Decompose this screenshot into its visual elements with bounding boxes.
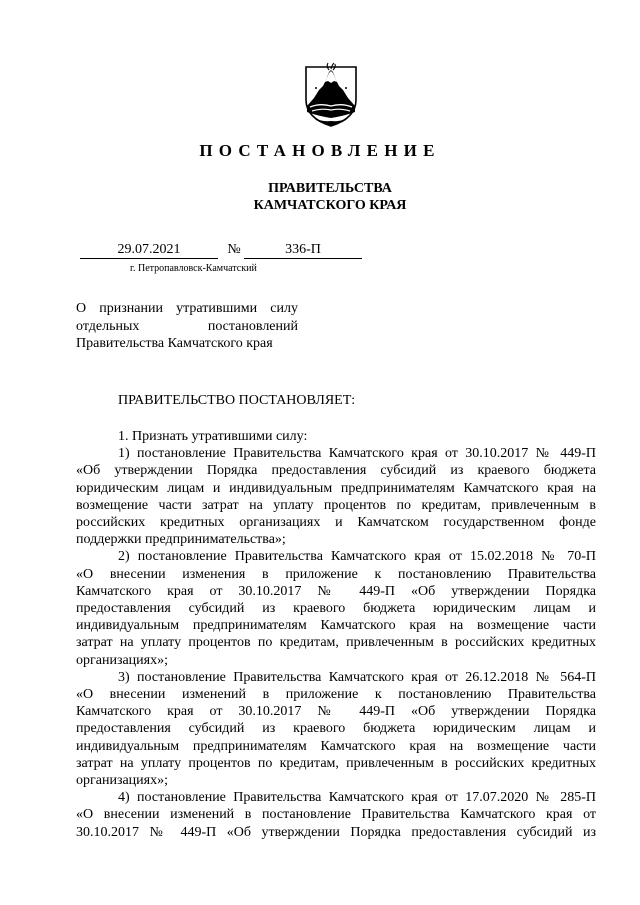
item-3 [76, 669, 596, 789]
item-1 [76, 445, 596, 548]
item-3-line: Камчатского края от 30.10.2017 № 449-П «Об утверждении Порядка [76, 704, 596, 720]
item-2-line: 2) постановление Правительства Камчатского края от 15.02.2018 № 70-П [118, 549, 596, 565]
subject-line-2: отдельных постановлений [76, 318, 298, 334]
issuing-authority [0, 180, 640, 214]
item-2-line: индивидуальным предпринимателям Камчатского края на возмещение части [76, 618, 596, 634]
preamble: ПРАВИТЕЛЬСТВО ПОСТАНОВЛЯЕТ: [118, 393, 356, 408]
item-3-line: 3) постановление Правительства Камчатского края от 26.12.2018 № 564-П [118, 669, 596, 685]
item-1-line: 1) постановление Правительства Камчатского края от 30.10.2017 № 449-П [118, 446, 596, 462]
subject-line-3: Правительства Камчатского края [76, 336, 273, 351]
item-4-line: «О внесении изменений в постановление Правительства Камчатского края от [76, 807, 596, 823]
item-2-line: «О внесении изменения в приложение к постановлению Правительства [76, 566, 596, 582]
item-2 [76, 548, 596, 668]
issuing-authority-line-2: КАМЧАТСКОГО КРАЯ [253, 198, 407, 213]
item-1-line: юридическим лицам и индивидуальным предпринимателям Камчатского края на [76, 480, 596, 496]
document-subject [76, 300, 298, 353]
item-4-line: 4) постановление Правительства Камчатского края от 17.07.2020 № 285-П [118, 790, 596, 806]
subject-line-1: О признании утратившими силу [76, 301, 298, 316]
item-1-line: возмещение части затрат на уплату процентов по кредитам, привлеченным в [76, 497, 596, 513]
item-3-line: организациях»; [76, 773, 168, 789]
item-4-line: 30.10.2017 № 449-П «Об утверждении Порядка предоставления субсидий из [76, 824, 596, 840]
document-title: ПОСТАНОВЛЕНИЕ [199, 141, 441, 160]
item-3-line: индивидуальным предпринимателям Камчатского края на возмещение части [76, 738, 596, 754]
date-number-row [0, 241, 640, 261]
item-3-line: предоставления субсидий из краевого бюджета юридическим лицам и [76, 721, 596, 737]
document-city: г. Петропавловск-Камчатский [130, 263, 257, 274]
item-2-line: Камчатского края от 30.10.2017 № 449-П «Об утверждении Порядка [76, 583, 596, 599]
kamchatka-coat-of-arms-icon [302, 62, 360, 128]
document-number: 336-П [244, 241, 362, 259]
item-3-line: «О внесении изменений в приложение к постановлению Правительства [76, 687, 596, 703]
item-3-line: затрат на уплату процентов по кредитам, привлеченным в российских кредитных [76, 755, 596, 771]
paragraph-1-intro: 1. Признать утратившими силу: [118, 429, 308, 444]
item-1-line: российских кредитных организациях и Камчатском государственном фонде [76, 515, 596, 531]
item-1-line: поддержки предпринимательства»; [76, 532, 286, 548]
document-body [76, 428, 596, 841]
document-date: 29.07.2021 [80, 241, 218, 259]
item-4 [76, 789, 596, 841]
number-sign: № [227, 242, 241, 257]
item-2-line: затрат на уплату процентов по кредитам, привлеченным в российских кредитных [76, 635, 596, 651]
item-1-line: «Об утверждении Порядка предоставления субсидий из краевого бюджета [76, 463, 596, 479]
item-2-line: организациях»; [76, 652, 168, 668]
item-2-line: предоставления субсидий из краевого бюджета юридическим лицам и [76, 601, 596, 617]
issuing-authority-line-1: ПРАВИТЕЛЬСТВА [268, 181, 392, 196]
